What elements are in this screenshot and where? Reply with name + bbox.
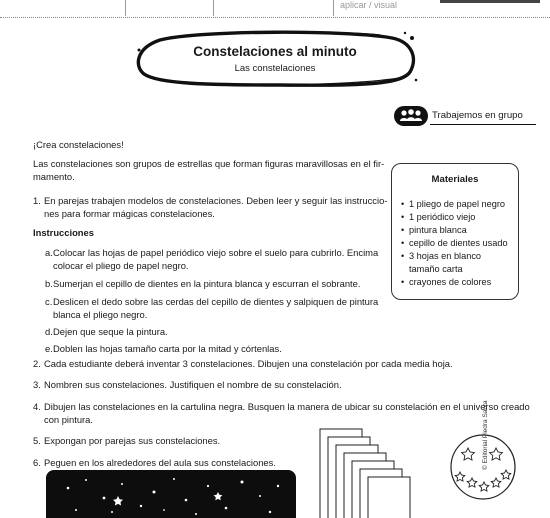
instruction-c-line-1: Deslicen el dedo sobre las cerdas del cepillo de dientes y salpiquen de pintura <box>53 296 379 307</box>
header-tick-left <box>125 0 126 16</box>
group-work-badge <box>394 106 534 126</box>
materials-item: • 1 pliego de papel negro <box>401 198 513 211</box>
step-2-number: 2. <box>33 358 41 369</box>
materials-item: • 1 periódico viejo <box>401 211 513 224</box>
instruction-e-line-1: Doblen las hojas tamaño carta por la mitad y córtenlas. <box>53 343 282 354</box>
paper-sheets-illustration <box>318 425 418 518</box>
group-work-underline <box>430 124 536 125</box>
instruction-b-letter: b. <box>45 278 53 289</box>
step-2-line-1: Cada estudiante deberá inventar 3 constelaciones. Dibujen una constelación por cada media hoja. <box>44 358 453 369</box>
header-divider <box>0 17 550 18</box>
step-5-number: 5. <box>33 435 41 446</box>
instruction-e-letter: e. <box>45 343 53 354</box>
title-brush-frame <box>130 28 420 90</box>
intro-line-3: mamento. <box>33 171 75 182</box>
step-5-line-1: Expongan por parejas sus constelaciones. <box>44 435 221 446</box>
step-1-number: 1. <box>33 195 41 206</box>
page-title: Constelaciones al minuto <box>193 44 357 59</box>
starry-card-illustration <box>46 470 296 518</box>
instruction-b-line-1: Sumerjan el cepillo de dientes en la pintura blanca y escurran el sobrante. <box>53 278 361 289</box>
materials-box <box>391 163 519 300</box>
step-1-line-1: En parejas trabajen modelos de constelaciones. Deben leer y seguir las instruccio- <box>44 195 388 206</box>
step-3-line-1: Nombren sus constelaciones. Justifiquen el nombre de su constelación. <box>44 379 342 390</box>
intro-line-2: Las constelaciones son grupos de estrellas que forman figuras maravillosas en el fir- <box>33 158 385 169</box>
header-fragment-line <box>440 0 540 3</box>
instruction-c-letter: c. <box>45 296 53 307</box>
step-3-number: 3. <box>33 379 41 390</box>
materials-list <box>401 198 513 289</box>
instruction-a-line-2: colocar el pliego de papel negro. <box>53 260 189 271</box>
instruction-a-line-1: Colocar las hojas de papel periódico viejo sobre el suelo para cubrirlo. Encima <box>53 247 379 258</box>
instructions-heading: Instrucciones <box>33 227 94 238</box>
group-people-icon <box>394 106 428 126</box>
materials-item: • 3 hojas en blanco tamaño carta <box>401 250 513 276</box>
intro-line-1: ¡Crea constelaciones! <box>33 139 124 150</box>
group-work-label: Trabajemos en grupo <box>432 110 523 121</box>
instruction-c-line-2: blanca el pliego negro. <box>53 309 148 320</box>
instruction-d-line-1: Dejen que seque la pintura. <box>53 326 168 337</box>
instruction-d-letter: d. <box>45 326 53 337</box>
materials-item: • cepillo de dientes usado <box>401 237 513 250</box>
header-strip <box>0 0 550 18</box>
instruction-a-letter: a. <box>45 247 53 258</box>
step-6-line-1: Peguen en los alrededores del aula sus constelaciones. <box>44 457 276 468</box>
header-tick-mid <box>213 0 214 16</box>
materials-item: • pintura blanca <box>401 224 513 237</box>
step-4-line-1: Dibujen las constelaciones en la cartulina negra. Busquen la manera de ubicar su constelación en el universo creado <box>44 401 530 412</box>
header-category: aplicar / visual <box>340 0 398 10</box>
materials-item: • crayones de colores <box>401 276 513 289</box>
step-6-number: 6. <box>33 457 41 468</box>
side-credit: © Editorial Piedra Santa <box>482 400 489 470</box>
header-tick-right <box>333 0 334 16</box>
step-4-number: 4. <box>33 401 41 412</box>
step-4-line-2: con pintura. <box>44 414 93 425</box>
page-subtitle: Las constelaciones <box>234 63 316 74</box>
step-1-line-2: nes para formar mágicas constelaciones. <box>44 208 215 219</box>
materials-heading: Materiales <box>431 174 479 185</box>
